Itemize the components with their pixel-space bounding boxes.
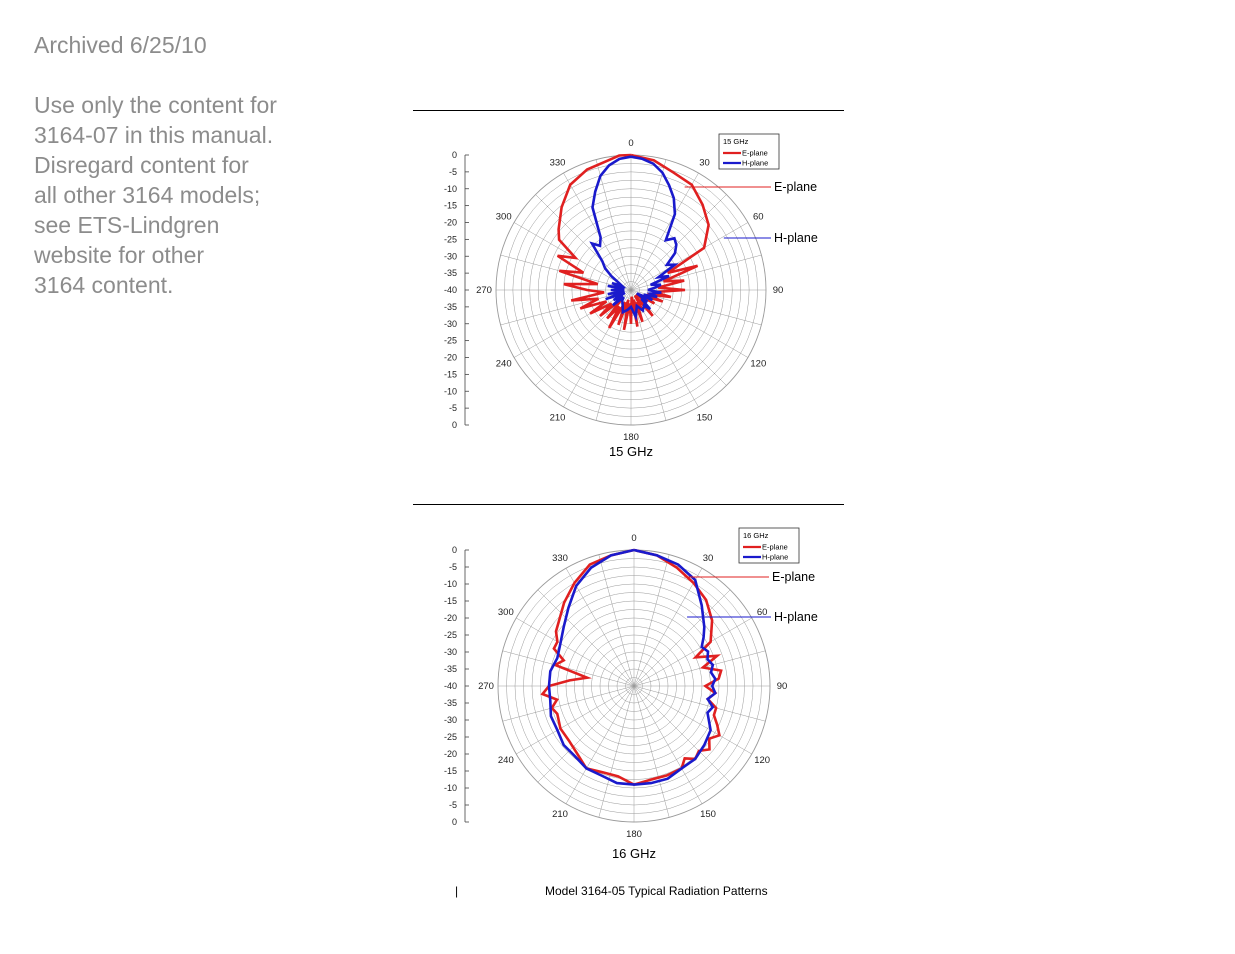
radial-tick-label: -15	[443, 596, 457, 606]
radial-tick-label: -15	[443, 369, 457, 380]
grid-spoke	[566, 686, 634, 804]
radial-tick-label: -10	[443, 783, 457, 793]
radial-tick-label: -30	[443, 318, 457, 329]
angle-label: 270	[478, 681, 494, 692]
usage-note-line: 3164-07 in this manual.	[34, 122, 274, 148]
radial-tick-label: -35	[443, 301, 457, 312]
grid-spoke	[538, 590, 634, 686]
angle-label: 240	[495, 358, 512, 370]
angle-label: 150	[700, 809, 716, 821]
angle-label: 30	[702, 552, 714, 564]
grid-spoke	[634, 686, 702, 804]
angle-label: 150	[696, 412, 713, 424]
legend-entry: E-plane	[762, 542, 788, 552]
radial-tick-label: -25	[443, 630, 457, 640]
angle-label: 180	[623, 432, 639, 443]
grid-spoke	[634, 555, 669, 686]
usage-note-line: Use only the content for	[34, 92, 277, 118]
legend-entry: H-plane	[742, 158, 769, 168]
legend	[719, 134, 779, 169]
angle-label: 180	[626, 829, 642, 840]
angle-label: 330	[552, 552, 568, 564]
grid-spoke	[634, 618, 752, 686]
grid-spoke	[634, 686, 765, 721]
grid-spoke	[596, 160, 631, 290]
grid-spoke	[599, 686, 634, 817]
radial-tick-label: -5	[448, 800, 457, 810]
radial-tick-label: -35	[443, 268, 457, 279]
angle-label: 300	[497, 607, 514, 618]
radial-tick-label: -30	[443, 251, 457, 262]
legend-title: 16 GHz	[743, 531, 769, 540]
radial-tick-label: -10	[443, 579, 457, 589]
radial-tick-label: -5	[448, 166, 457, 177]
polar-chart-16ghz-svg	[413, 522, 844, 867]
angle-label: 60	[756, 607, 768, 618]
e-plane-callout-label: E-plane	[774, 180, 818, 194]
radial-tick-label: -35	[443, 664, 457, 674]
archive-note: Archived 6/25/10	[34, 32, 207, 58]
angle-label: 210	[549, 412, 566, 424]
radial-tick-label: -25	[443, 335, 457, 346]
radial-tick-label: -35	[443, 698, 457, 708]
usage-note-line: website for other	[34, 242, 205, 268]
grid-spoke	[503, 686, 634, 721]
e-plane-callout-label: E-plane	[772, 570, 816, 584]
angle-label: 240	[497, 755, 514, 766]
radial-tick-label: -20	[443, 217, 457, 228]
chart-title: 15 GHz	[608, 444, 654, 459]
angle-label: 120	[754, 755, 771, 766]
chart-title: 16 GHz	[611, 846, 657, 861]
grid-spoke	[631, 160, 666, 290]
angle-label: 90	[776, 681, 788, 692]
legend	[739, 528, 799, 563]
angle-label: 90	[772, 285, 784, 296]
h-plane-callout-label: H-plane	[774, 610, 818, 624]
legend-entry: H-plane	[762, 552, 789, 562]
radial-tick-label: 0	[451, 150, 457, 160]
radial-tick-label: 0	[451, 817, 457, 827]
radial-tick-label: -40	[443, 681, 457, 691]
radial-tick-label: -30	[443, 647, 457, 657]
polar-chart-16ghz	[413, 522, 844, 867]
polar-chart-15ghz	[413, 128, 844, 468]
grid-spoke	[634, 686, 752, 754]
grid-spoke	[634, 686, 669, 817]
grid-spoke	[599, 555, 634, 686]
usage-note	[34, 90, 334, 300]
top-rule-1	[413, 110, 844, 111]
top-rule-2	[413, 504, 844, 505]
radial-tick-label: -20	[443, 749, 457, 759]
usage-note-line: 3164 content.	[34, 272, 174, 298]
usage-note-line: Disregard content for	[34, 152, 249, 178]
angle-label: 0	[628, 138, 634, 149]
angle-label: 30	[699, 157, 710, 169]
usage-note-line: all other 3164 models;	[34, 182, 261, 208]
angle-label: 300	[495, 211, 512, 223]
radial-tick-label: -20	[443, 352, 457, 363]
polar-chart-15ghz-svg	[413, 128, 844, 468]
radial-tick-label: -10	[443, 386, 457, 397]
radial-tick-label: 0	[451, 420, 457, 430]
legend-entry: E-plane	[742, 148, 768, 158]
grid-spoke	[634, 568, 702, 686]
radial-tick-label: -20	[443, 613, 457, 623]
grid-spoke	[516, 686, 634, 754]
angle-label: 0	[631, 533, 637, 544]
angle-label: 120	[750, 358, 767, 370]
angle-label: 60	[753, 211, 764, 223]
radial-tick-label: -5	[448, 403, 457, 414]
usage-note-line: see ETS-Lindgren	[34, 212, 220, 238]
radial-tick-label: -30	[443, 715, 457, 725]
radial-tick-label: -10	[443, 183, 457, 194]
angle-label: 270	[476, 285, 492, 296]
figure-caption: Model 3164-05 Typical Radiation Patterns	[545, 884, 768, 898]
radial-tick-label: -15	[443, 766, 457, 776]
h-plane-callout-label: H-plane	[774, 231, 818, 245]
radial-tick-label: -40	[443, 285, 457, 295]
grid-spoke	[536, 195, 631, 290]
grid-spoke	[516, 618, 634, 686]
footer-bar: |	[455, 884, 459, 898]
radial-tick-label: -25	[443, 234, 457, 245]
radial-tick-label: -5	[448, 562, 457, 572]
radial-tick-label: 0	[451, 545, 457, 555]
radial-tick-label: -25	[443, 732, 457, 742]
grid-spoke	[631, 223, 748, 291]
angle-label: 330	[549, 157, 566, 169]
legend-title: 15 GHz	[723, 137, 749, 146]
radial-tick-label: -15	[443, 200, 457, 211]
angle-label: 210	[552, 809, 568, 821]
grid-spoke	[634, 590, 730, 686]
